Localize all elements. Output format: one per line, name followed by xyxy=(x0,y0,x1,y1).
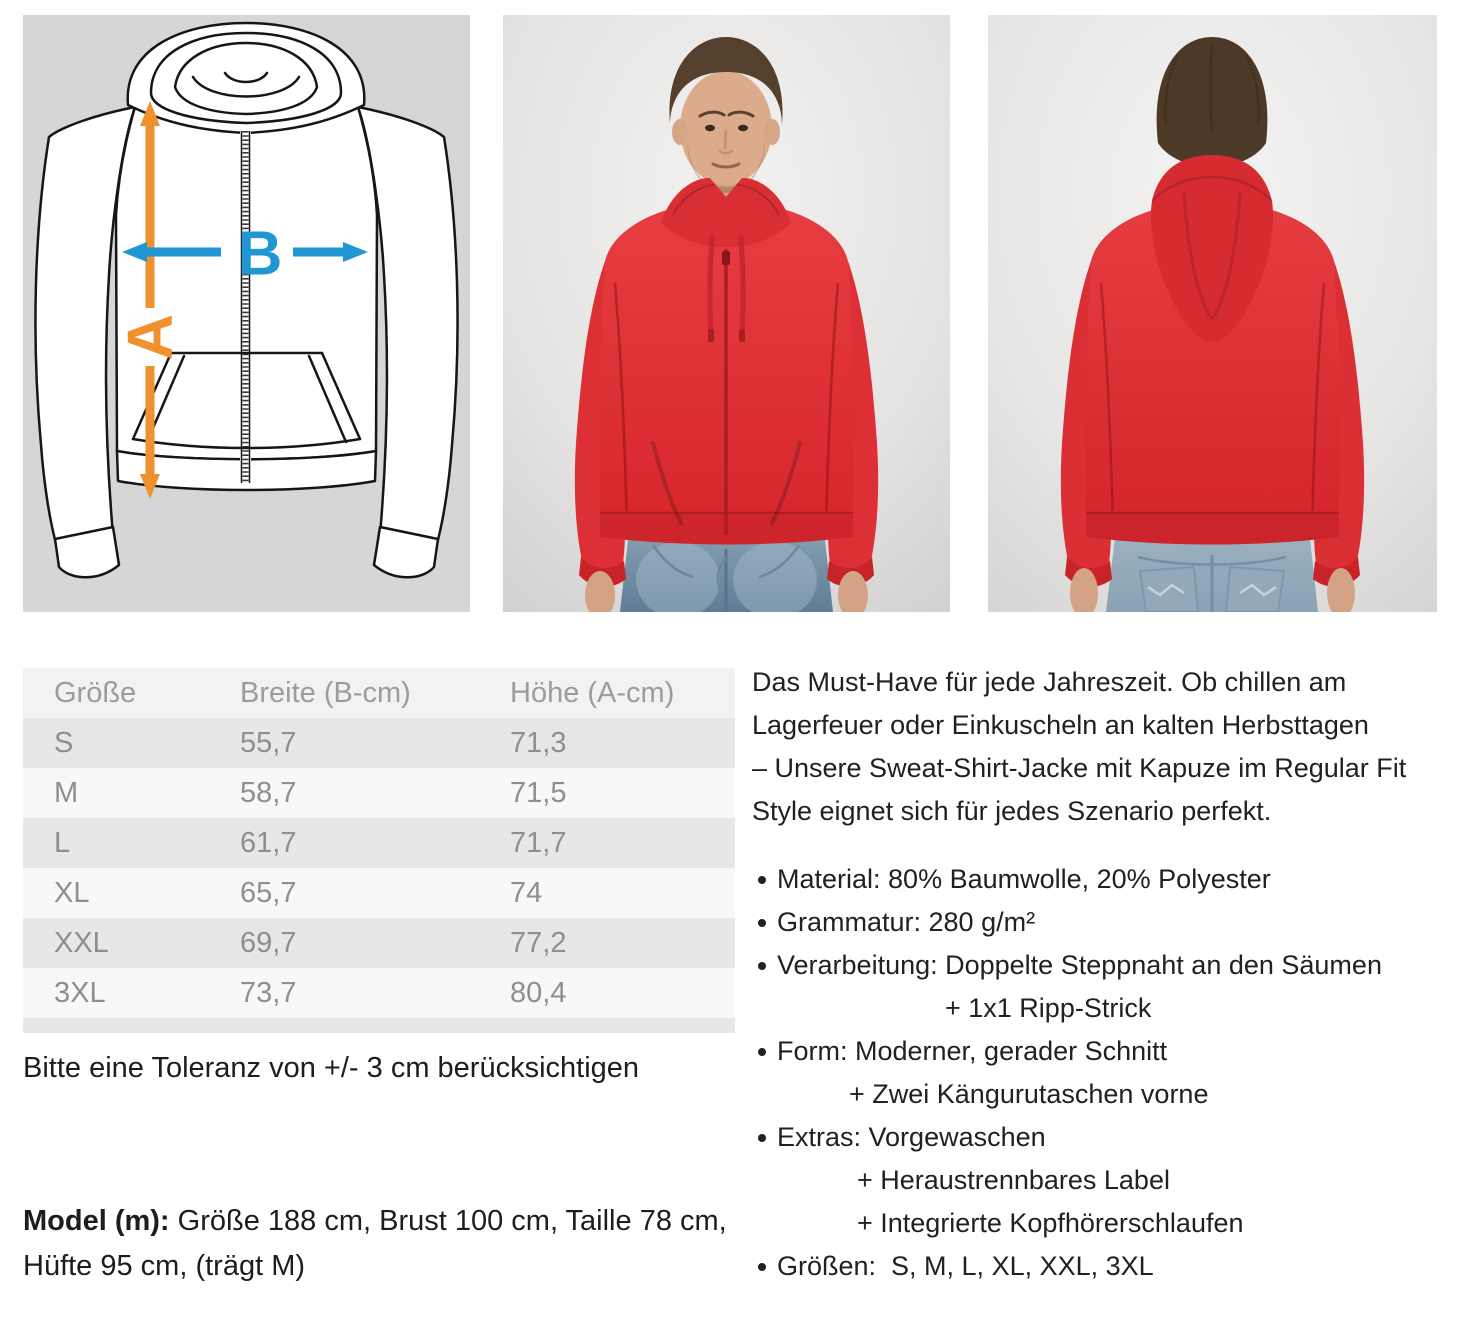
feature-text: Extras: Vorgewaschen xyxy=(777,1122,1046,1152)
size-table-bottom-strip xyxy=(23,1018,735,1033)
model-info-line1: Größe 188 cm, Brust 100 cm, Taille 78 cm, xyxy=(177,1205,727,1237)
col-header-height: Höhe (A-cm) xyxy=(510,676,675,709)
description-intro xyxy=(752,661,1458,833)
cell-size: S xyxy=(54,726,74,759)
back-photo-panel xyxy=(988,15,1437,612)
bullet-dot xyxy=(758,1263,766,1271)
model-front-photo xyxy=(503,15,950,612)
size-row-s xyxy=(23,718,735,768)
model-back-photo xyxy=(988,15,1437,612)
product-description xyxy=(752,661,1458,1288)
label-b: B xyxy=(237,219,283,289)
size-row-xxl xyxy=(23,918,735,968)
feature-text: Material: 80% Baumwolle, 20% Polyester xyxy=(777,864,1271,894)
cell-width: 69,7 xyxy=(240,926,297,959)
cell-size: 3XL xyxy=(54,976,106,1009)
cell-width: 58,7 xyxy=(240,776,297,809)
feature-form xyxy=(752,1030,1458,1073)
feature-text: Form: Moderner, gerader Schnitt xyxy=(777,1036,1168,1066)
feature-text: Verarbeitung: Doppelte Steppnaht an den Säumen xyxy=(777,950,1382,980)
feature-material xyxy=(752,858,1458,901)
feature-extras-cont-1 xyxy=(752,1159,1458,1202)
size-diagram-panel xyxy=(23,15,470,612)
feature-text: + Zwei Kängurutaschen vorne xyxy=(849,1079,1209,1109)
intro-line-2: Lagerfeuer oder Einkuscheln an kalten Herbsttagen xyxy=(752,710,1369,740)
feature-extras xyxy=(752,1116,1458,1159)
cell-height: 74 xyxy=(510,876,543,909)
size-row-l xyxy=(23,818,735,868)
cell-height: 77,2 xyxy=(510,926,567,959)
cell-height: 71,3 xyxy=(510,726,567,759)
hoodie-measurement-diagram xyxy=(23,15,470,612)
intro-line-3: – Unsere Sweat-Shirt-Jacke mit Kapuze im Regular Fit xyxy=(752,753,1407,783)
zipper xyxy=(240,131,251,483)
model-info-line2: Hüfte 95 cm, (trägt M) xyxy=(23,1250,306,1282)
size-row-3xl xyxy=(23,968,735,1018)
feature-verarbeitung-cont xyxy=(752,987,1458,1030)
cell-width: 65,7 xyxy=(240,876,297,909)
feature-text: Größen: S, M, L, XL, XXL, 3XL xyxy=(777,1251,1154,1281)
feature-grammatur xyxy=(752,901,1458,944)
feature-groessen xyxy=(752,1245,1458,1288)
hem-band xyxy=(1086,511,1339,545)
tolerance-note: Bitte eine Toleranz von +/- 3 cm berücksichtigen xyxy=(23,1052,640,1084)
size-table xyxy=(23,668,735,1018)
drawstring-left xyxy=(710,237,712,331)
cell-size: L xyxy=(54,826,71,859)
feature-list xyxy=(752,858,1458,1288)
feature-form-cont xyxy=(752,1073,1458,1116)
cell-size: M xyxy=(54,776,79,809)
model-info xyxy=(23,1199,727,1289)
intro-line-1: Das Must-Have für jede Jahreszeit. Ob chillen am xyxy=(752,667,1347,697)
drawstring-right xyxy=(741,237,743,331)
bullet-dot xyxy=(758,1134,766,1142)
bullet-dot xyxy=(758,876,766,884)
feature-extras-cont-2 xyxy=(752,1202,1458,1245)
hoodie-front xyxy=(575,178,878,587)
size-row-xl xyxy=(23,868,735,918)
size-table-header-row xyxy=(23,668,735,718)
cell-width: 61,7 xyxy=(240,826,297,859)
col-header-size: Größe xyxy=(54,676,137,709)
cell-height: 80,4 xyxy=(510,976,567,1009)
bullet-dot xyxy=(758,962,766,970)
cell-width: 73,7 xyxy=(240,976,297,1009)
cell-width: 55,7 xyxy=(240,726,297,759)
model-info-label: Model (m): xyxy=(23,1205,170,1237)
bullet-dot xyxy=(758,919,766,927)
feature-text: + Integrierte Kopfhörerschlaufen xyxy=(857,1208,1244,1238)
label-a: A xyxy=(114,313,186,361)
size-row-m xyxy=(23,768,735,818)
feature-text: Grammatur: 280 g/m² xyxy=(777,907,1036,937)
feature-text: + 1x1 Ripp-Strick xyxy=(945,993,1152,1023)
bullet-dot xyxy=(758,1048,766,1056)
cell-size: XL xyxy=(54,876,90,909)
front-photo-panel xyxy=(503,15,950,612)
feature-verarbeitung xyxy=(752,944,1458,987)
col-header-width: Breite (B-cm) xyxy=(240,676,411,709)
intro-line-4: Style eignet sich für jedes Szenario perfekt. xyxy=(752,796,1272,826)
cell-height: 71,7 xyxy=(510,826,567,859)
feature-text: + Heraustrennbares Label xyxy=(857,1165,1170,1195)
cell-height: 71,5 xyxy=(510,776,567,809)
cell-size: XXL xyxy=(54,926,109,959)
